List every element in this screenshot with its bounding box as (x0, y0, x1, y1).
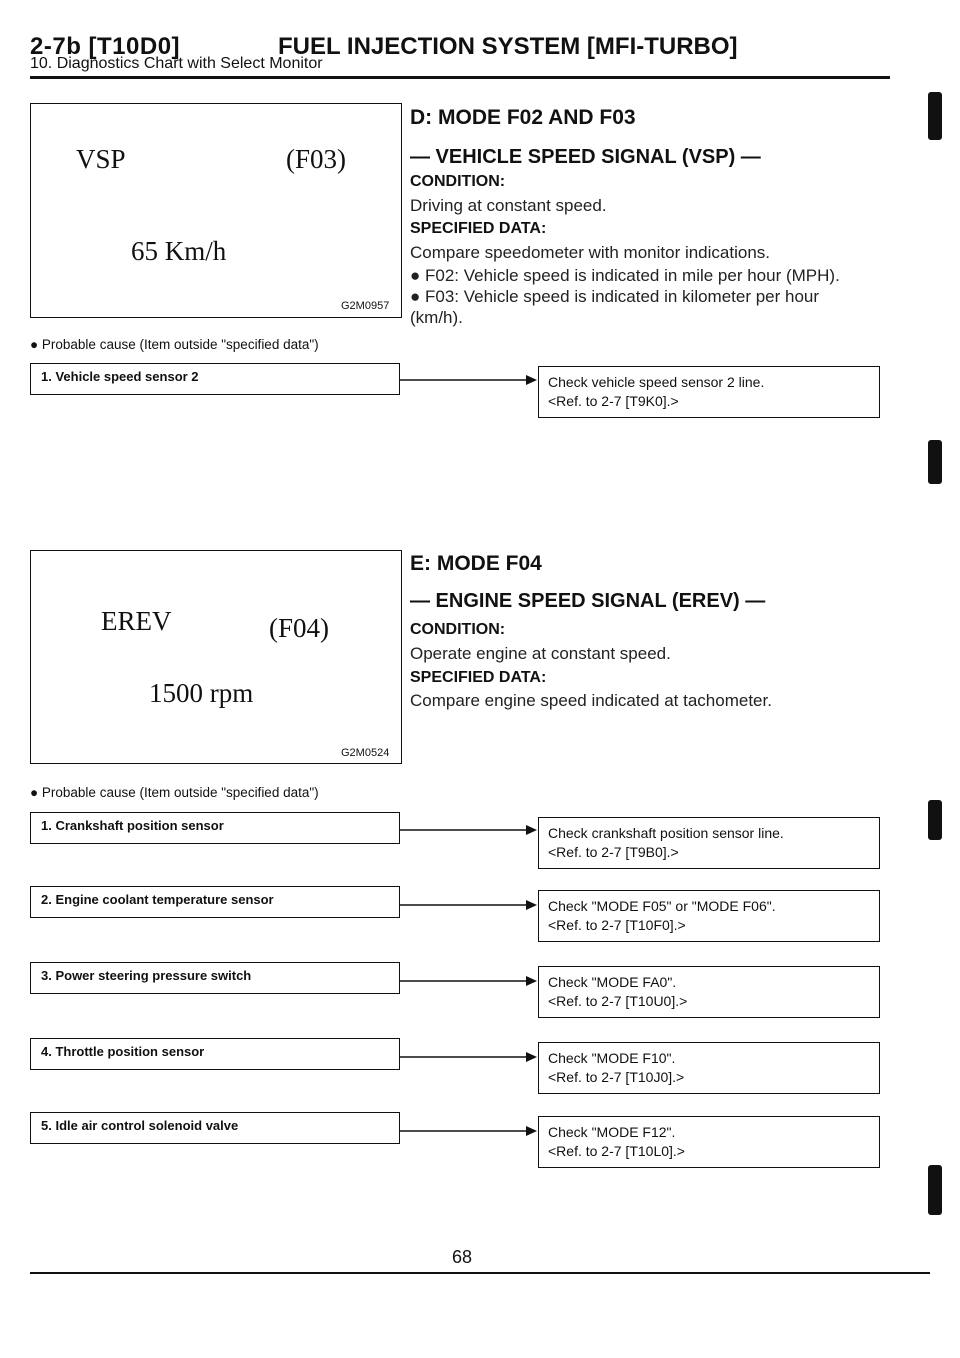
section-heading-e: E: MODE F04 (410, 552, 542, 575)
figure-code: G2M0957 (341, 300, 390, 312)
flow-arrow (400, 899, 538, 911)
monitor-item-name: EREV (101, 606, 172, 636)
cause-box (30, 812, 400, 844)
cause-box (30, 886, 400, 918)
spec-line: ● F02: Vehicle speed is indicated in mile per hour (MPH). (410, 266, 840, 285)
page-number: 68 (452, 1247, 473, 1267)
check-reference: <Ref. to 2-7 [T10L0].> (548, 1143, 685, 1159)
flow-arrow (400, 975, 538, 987)
monitor-mode: (F03) (286, 144, 346, 174)
cause-label: 1. Crankshaft position sensor (41, 818, 224, 833)
check-box (538, 966, 880, 1018)
check-box (538, 890, 880, 942)
condition-label: CONDITION: (410, 173, 506, 190)
spec-line: Compare speedometer with monitor indications. (410, 243, 771, 262)
cause-box (30, 1038, 400, 1070)
check-reference: <Ref. to 2-7 [T9B0].> (548, 844, 679, 860)
figure-code: G2M0524 (341, 747, 390, 759)
binding-mark (928, 1165, 942, 1215)
cause-label: 2. Engine coolant temperature sensor (41, 892, 274, 907)
flow-arrow (400, 374, 538, 386)
condition-text: Operate engine at constant speed. (410, 644, 671, 663)
section-subheading-d: — VEHICLE SPEED SIGNAL (VSP) — (410, 146, 761, 168)
check-instruction: Check "MODE F12". (548, 1124, 676, 1140)
probable-cause-note: ● Probable cause (Item outside "specified data") (30, 337, 319, 352)
monitor-mode: (F04) (269, 613, 329, 643)
check-instruction: Check crankshaft position sensor line. (548, 825, 784, 841)
cause-box (30, 363, 400, 395)
condition-text: Driving at constant speed. (410, 196, 607, 215)
section-heading-d: D: MODE F02 AND F03 (410, 106, 636, 129)
binding-mark (928, 92, 942, 140)
flow-arrow (400, 1125, 538, 1137)
header-rule (30, 76, 890, 79)
monitor-item-name: VSP (76, 144, 126, 174)
binding-mark (928, 800, 942, 840)
check-box (538, 1116, 880, 1168)
flow-arrow (400, 1051, 538, 1063)
page-subtitle: 10. Diagnostics Chart with Select Monitor (30, 55, 323, 72)
cause-box (30, 1112, 400, 1144)
section-code: 2-7b [T10D0] (30, 33, 181, 60)
check-instruction: Check "MODE F10". (548, 1050, 676, 1066)
section-subheading-e: — ENGINE SPEED SIGNAL (EREV) — (410, 590, 766, 612)
probable-cause-note: ● Probable cause (Item outside "specified data") (30, 785, 319, 800)
spec-line: (km/h). (410, 308, 463, 327)
condition-label: CONDITION: (410, 621, 506, 638)
spec-line: Compare engine speed indicated at tachometer. (410, 691, 772, 710)
monitor-display-vsp (30, 103, 402, 318)
spec-line: ● F03: Vehicle speed is indicated in kilometer per hour (410, 287, 820, 306)
monitor-value: 1500 rpm (149, 678, 254, 708)
check-reference: <Ref. to 2-7 [T10J0].> (548, 1069, 685, 1085)
check-instruction: Check "MODE FA0". (548, 974, 677, 990)
cause-label: 4. Throttle position sensor (41, 1044, 205, 1059)
footer-rule (30, 1272, 930, 1274)
cause-label: 3. Power steering pressure switch (41, 968, 252, 983)
check-box (538, 817, 880, 869)
flow-arrow (400, 824, 538, 836)
check-box (538, 366, 880, 418)
cause-label: 1. Vehicle speed sensor 2 (41, 369, 199, 384)
check-box (538, 1042, 880, 1094)
cause-label: 5. Idle air control solenoid valve (41, 1118, 239, 1133)
check-reference: <Ref. to 2-7 [T10F0].> (548, 917, 686, 933)
check-reference: <Ref. to 2-7 [T10U0].> (548, 993, 688, 1009)
page-title: FUEL INJECTION SYSTEM [MFI-TURBO] (278, 33, 738, 60)
monitor-value: 65 Km/h (131, 236, 227, 266)
specified-data-label: SPECIFIED DATA: (410, 669, 547, 686)
monitor-display-erev (30, 550, 402, 764)
cause-box (30, 962, 400, 994)
check-instruction: Check "MODE F05" or "MODE F06". (548, 898, 776, 914)
binding-mark (928, 440, 942, 484)
specified-data-label: SPECIFIED DATA: (410, 220, 547, 237)
check-reference: <Ref. to 2-7 [T9K0].> (548, 393, 679, 409)
check-instruction: Check vehicle speed sensor 2 line. (548, 374, 765, 390)
